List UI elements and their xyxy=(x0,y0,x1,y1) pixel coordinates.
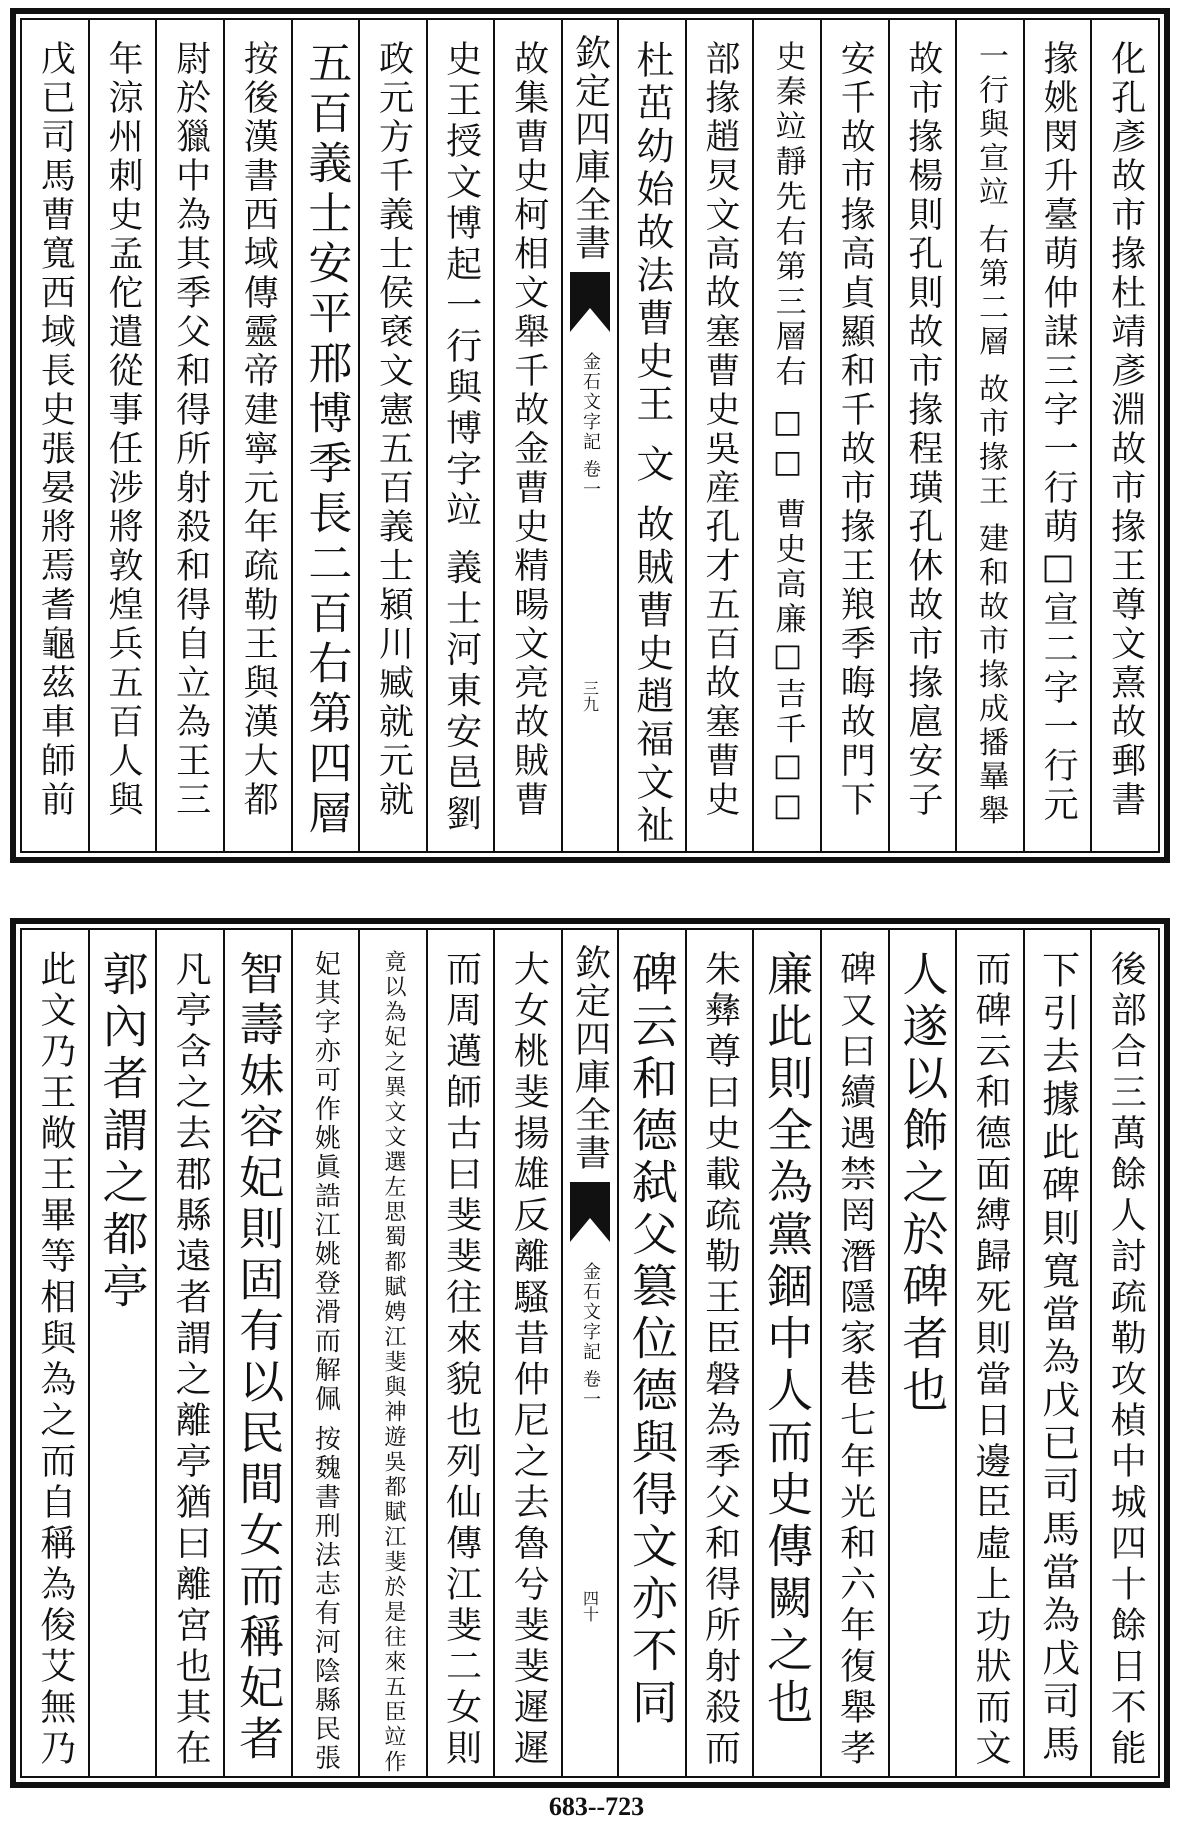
text-column: 政元方千義士侯褎文憲五百義士潁川臧就元就 xyxy=(358,20,426,851)
text-column: 尉於獵中為其季父和得所射殺和得自立為王三 xyxy=(155,20,223,851)
text-column: 五百義士安平邢博季長二百右第四層 xyxy=(291,20,359,851)
chapter-label: 金石文字記 卷一 xyxy=(580,1262,601,1410)
text-column: 人遂以飾之於碑者也 xyxy=(888,930,956,1776)
text-column: 此文乃王敞王畢等相與為之而自稱為俊艾無乃 xyxy=(34,950,76,1770)
text-column: 下引去據此碑則寬當為戊已司馬當為戊司馬 xyxy=(1023,930,1091,1776)
text-column: 智壽妹容妃則固有以民間女而稱妃者 xyxy=(223,930,291,1776)
text-column: 後部合三萬餘人討疏勒攻楨中城四十餘日不能 xyxy=(1090,930,1158,1776)
text-column: 妃其字亦可作姚眞誥江姚登滑而解佩 按魏書刑法志有河陰縣民張 xyxy=(291,930,359,1776)
text-column: 碑又曰續遇禁罔潛隱家巷七年光和六年復舉孝 xyxy=(820,930,888,1776)
catalog-number: 683--723 xyxy=(548,1792,645,1821)
text-column: 郭內者謂之都亭 xyxy=(88,930,156,1776)
bottom-page xyxy=(10,918,1170,1788)
text-column: 按後漢書西域傳靈帝建寧元年疏勒王與漢大都 xyxy=(223,20,291,851)
text-column: 杜茁幼始故法曹史王 文 故賊曹史趙福文祉 xyxy=(617,20,685,851)
text-column: 故市掾楊則孔則故市掾程璜孔休故市掾扈安子 xyxy=(888,20,956,851)
text-column: 朱彝尊曰史載疏勒王臣磐為季父和得所射殺而 xyxy=(685,930,753,1776)
book-title: 欽定四庫全書 xyxy=(569,944,611,1172)
text-column: 廉此則全為黨錮中人而史傳闕之也 xyxy=(752,930,820,1776)
top-page-columns xyxy=(20,18,1160,853)
text-column: 故集曹史柯相文舉千故金曹史精暘文亮故賊曹 xyxy=(493,20,561,851)
fish-tail-icon xyxy=(570,1182,610,1242)
bottom-page-columns xyxy=(20,928,1160,1778)
text-column: 一行與宣竝 右第二層 故市掾王 建和故市掾成播曅舉 xyxy=(955,20,1023,851)
text-column: 竟以為妃之異文文選左思蜀都賦娉江斐與神遊吳都賦江斐於是往來五臣竝作 xyxy=(358,930,426,1776)
fish-tail-icon xyxy=(570,272,610,332)
text-column: 而碑云和德面縛歸死則當日邊臣虛上功狀而文 xyxy=(955,930,1023,1776)
page-number: 三九 xyxy=(580,679,600,712)
text-column: 史王授文博起一行與博字竝 義士河東安邑劉 xyxy=(426,20,494,851)
top-page xyxy=(10,8,1170,863)
text-column: 凡亭含之去郡縣遠者謂之離亭猶曰離宮也其在 xyxy=(155,930,223,1776)
text-column: 年涼州刺史孟佗遣從事任涉將敦煌兵五百人與 xyxy=(88,20,156,851)
text-column: 部掾趙炅文高故塞曹史吳産孔才五百故塞曹史 xyxy=(685,20,753,851)
text-column: 戊已司馬曹寬西域長史張晏將焉耆龜茲車師前 xyxy=(35,40,76,820)
text-column: 掾姚閔升臺萌仲謀三字一行萌□宣二字一行元 xyxy=(1023,20,1091,851)
text-column: 大女桃斐揚雄反離騷昔仲尼之去魯兮斐斐遲遲 xyxy=(493,930,561,1776)
text-column: 碑云和德弑父篡位德與得文亦不同 xyxy=(617,930,685,1776)
page-number: 四十 xyxy=(580,1589,600,1622)
text-column: 化孔彥故市掾杜靖彥淵故市掾王尊文熹故郵書 xyxy=(1090,20,1158,851)
text-column: 史秦竝靜先右第三層右 □□ 曹史高廉□吉千□□ xyxy=(752,20,820,851)
chapter-label: 金石文字記 卷一 xyxy=(580,352,601,500)
center-header xyxy=(561,20,617,851)
center-header xyxy=(561,930,617,1776)
text-column: 而周邁師古曰斐斐往來貌也列仙傳江斐二女則 xyxy=(426,930,494,1776)
book-title: 欽定四庫全書 xyxy=(569,34,611,262)
text-column: 安千故市掾高貞顯和千故市掾王羪季晦故門下 xyxy=(820,20,888,851)
